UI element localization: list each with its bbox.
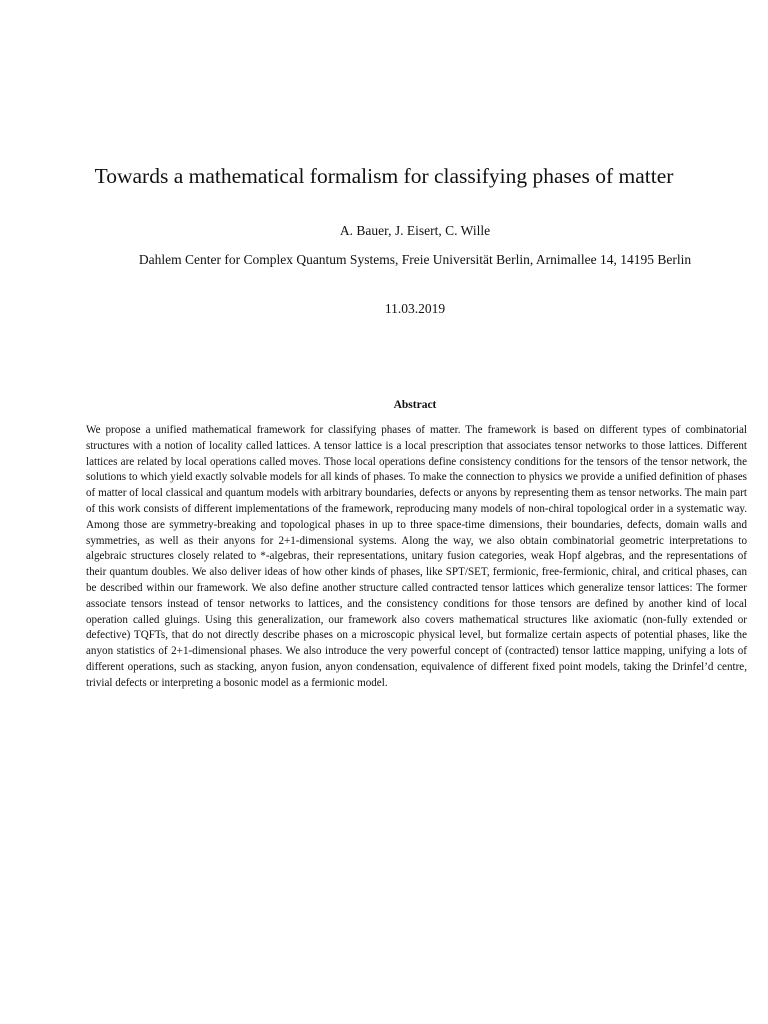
- paper-title: Towards a mathematical formalism for classifying phases of matter: [94, 164, 674, 188]
- paper-date: 11.03.2019: [384, 301, 446, 316]
- paper-authors: A. Bauer, J. Eisert, C. Wille: [339, 223, 491, 238]
- paper-affiliation: Dahlem Center for Complex Quantum Systems, Freie Universität Berlin, Arnimallee 14, 14195 Berlin: [138, 252, 692, 267]
- abstract-body: We propose a unified mathematical framework for classifying phases of matter. The framework is based on different types of combinatorial structures with a notion of locality called lattices. A tensor lattice is a local prescription that associates tensor networks to those lattices. Different lattices are related by local operations called moves. Those local operations define consistency conditions for the tensors of the tensor network, the solutions to which yield exactly solvable models for all kinds of phases. To make the connection to physics we provide a unified definition of phases of matter of local classical and quantum models with arbitrary boundaries, defects or anyons by representing them as tensor networks. The main part of this work consists of different implementations of the framework, reproducing many models of non-chiral topological order in a systematic way. Among those are symmetry-breaking and topological phases in up to three space-time dimensions, their boundaries, defects, domain walls and symmetries, as well as their anyons for 2+1-dimensional systems. Along the way, we also obtain combinatorial geometric interpretations to algebraic structures closely related to *-algebras, their representations, unitary fusion categories, weak Hopf algebras, and the representations of their quantum doubles. We also deliver ideas of how other kinds of phases, like SPT/SET, fermionic, free-fermionic, chiral, and critical phases, can be described within our framework. We also define another structure called contracted tensor lattices which generalize tensor lattices: The former associate tensors instead of tensor networks to lattices, and the consistency conditions for those tensors are defined by another kind of local operation called gluings. Using this generalization, our framework also covers mathematical structures like axiomatic (non-fully extended or defective) TQFTs, that do not directly describe phases on a microscopic physical level, but formalize certain aspects of potential phases, like the anyon statistics of 2+1-dimensional phases. We also introduce the very powerful concept of (contracted) tensor lattice mapping, unifying a lots of different operations, such as stacking, anyon fusion, anyon condensation, equivalence of different fixed point models, taking the Drinfel’d centre, trivial defects or interpreting a bosonic model as a fermionic model.: [86, 424, 747, 689]
- abstract-heading: Abstract: [393, 399, 437, 411]
